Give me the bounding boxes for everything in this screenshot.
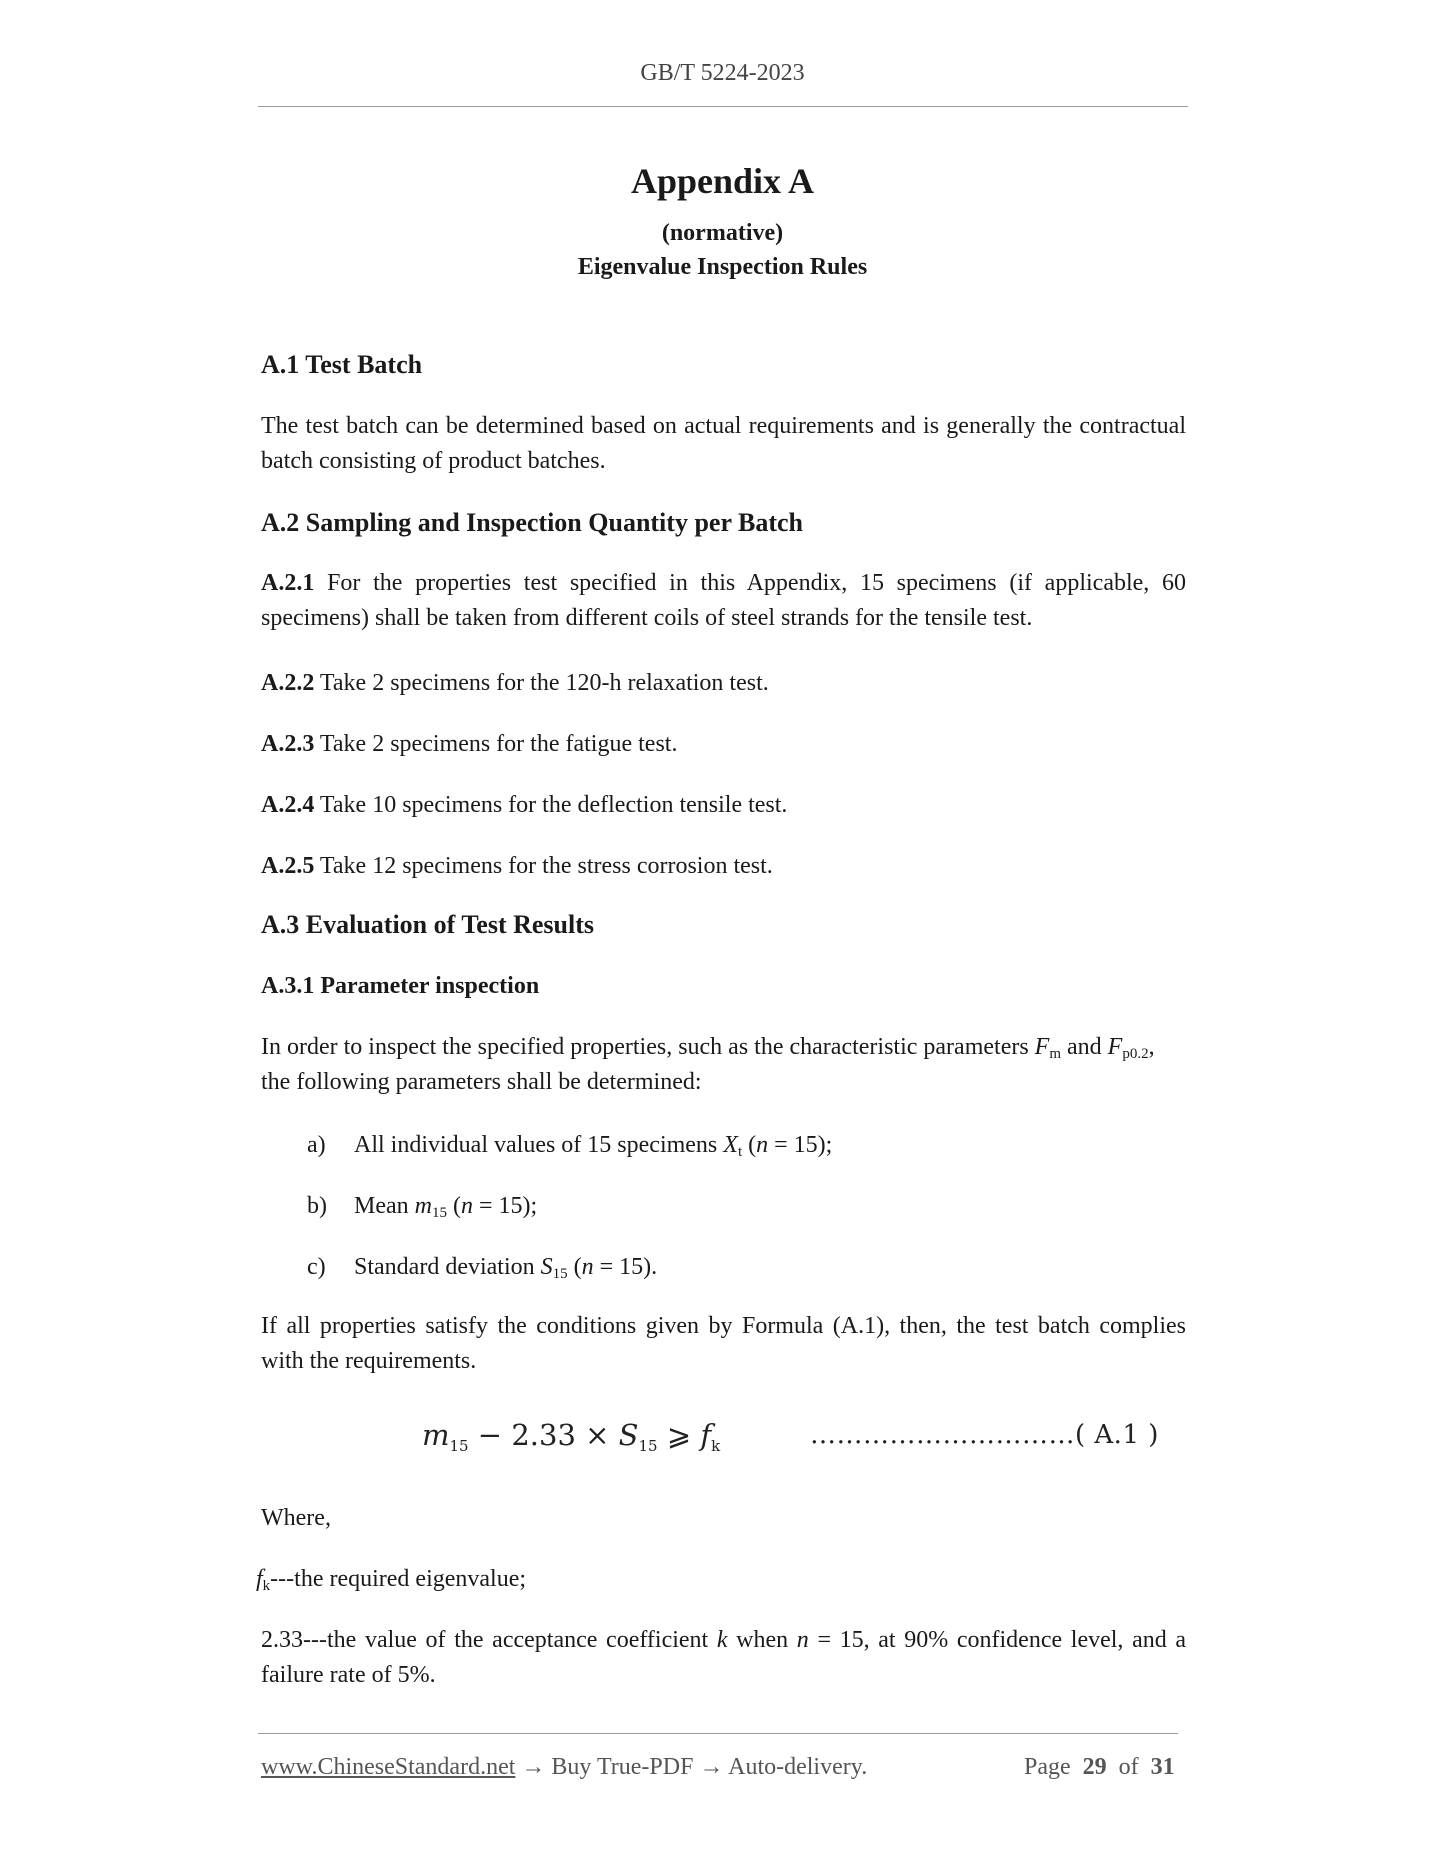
symbol-f: F — [1034, 1034, 1050, 1060]
clause-text: For the properties test specified in this Appendix, 15 specimens (if applicable, 60 specimens) shall be taken from different coils of steel strands for the tensile test. — [261, 570, 1187, 631]
intro-text: the following parameters shall be determined: — [261, 1069, 702, 1095]
footer-rule — [258, 1733, 1178, 1734]
definition-fk: $f_k--$-the required eigenvalue; — [256, 1566, 527, 1594]
clause-a2-1 — [261, 566, 1186, 636]
page-number: 29 — [1082, 1754, 1107, 1780]
formula-number: …………………………( A.1 ) — [810, 1420, 1159, 1450]
list-label: b) — [307, 1193, 327, 1219]
clause-text: Take 2 specimens for the 120-h relaxation test. — [319, 670, 769, 696]
subsection-a3-1-heading: A.3.1 Parameter inspection — [261, 973, 540, 999]
list-item: All individual values of 15 specimens $X_t$ (n = 15); — [354, 1132, 833, 1160]
appendix-subtitle: Eigenvalue Inspection Rules — [577, 254, 868, 280]
clause-a2-2 — [261, 666, 1186, 701]
site-link[interactable]: www.ChineseStandard.net — [261, 1754, 516, 1780]
appendix-type: (normative) — [661, 220, 784, 246]
definition-coefficient: 2.33---the value of the acceptance coefficient k when n = 15, at 90% confidence level, and a failure rate of 5%. — [261, 1627, 1187, 1688]
promo-text: → Buy True-PDF → Auto-delivery. — [515, 1754, 868, 1780]
list-item: Mean $m_{15}$ (n = 15); — [354, 1193, 538, 1221]
clause-number: A.2.4 — [261, 792, 315, 818]
list-label: c) — [307, 1254, 326, 1280]
clause-a2-3 — [261, 727, 1186, 762]
formula-a1: $m_{15} - 2.33 \times S_{15}$ ⩾ $f_k$ — [422, 1418, 721, 1455]
clause-number: A.2.5 — [261, 853, 315, 879]
list-item: Standard deviation $S_{15}$ (n = 15). — [354, 1254, 658, 1282]
clause-text: Take 10 specimens for the deflection tensile test. — [319, 792, 788, 818]
section-a2-heading: A.2 Sampling and Inspection Quantity per Batch — [261, 508, 804, 537]
clause-a2-5 — [261, 849, 1186, 884]
subscript: m — [1049, 1046, 1062, 1062]
intro-text: , — [1148, 1034, 1155, 1060]
condition-paragraph: If all properties satisfy the conditions given by Formula (A.1), then, the test batch complies with the requirements. — [261, 1313, 1186, 1374]
header-rule — [258, 106, 1188, 107]
section-a1-text: The test batch can be determined based on actual requirements and is generally the contractual batch consisting of product batches. — [261, 413, 1186, 474]
intro-text: In order to inspect the specified properties, such as the characteristic parameters — [261, 1034, 1035, 1060]
page-indicator: Page 29 of 31 — [1024, 1754, 1175, 1780]
symbol-f: F — [1107, 1034, 1123, 1060]
page-total: 31 — [1150, 1754, 1175, 1780]
intro-paragraph — [261, 1030, 1186, 1100]
subscript: p0.2 — [1122, 1046, 1149, 1062]
clause-number: A.2.3 — [261, 731, 315, 757]
list-label: a) — [307, 1132, 326, 1158]
appendix-title: Appendix A — [630, 161, 815, 201]
where-label: Where, — [261, 1505, 331, 1531]
clause-text: Take 12 specimens for the stress corrosion test. — [319, 853, 773, 879]
clause-a2-4 — [261, 788, 1186, 823]
section-a1-heading: A.1 Test Batch — [261, 350, 423, 379]
clause-number: A.2.1 — [261, 570, 315, 596]
footer-promo — [261, 1754, 867, 1781]
section-a3-heading: A.3 Evaluation of Test Results — [261, 910, 594, 939]
clause-text: Take 2 specimens for the fatigue test. — [319, 731, 678, 757]
intro-text: and — [1061, 1034, 1108, 1060]
header-doc-id: GB/T 5224-2023 — [640, 60, 805, 86]
clause-number: A.2.2 — [261, 670, 315, 696]
